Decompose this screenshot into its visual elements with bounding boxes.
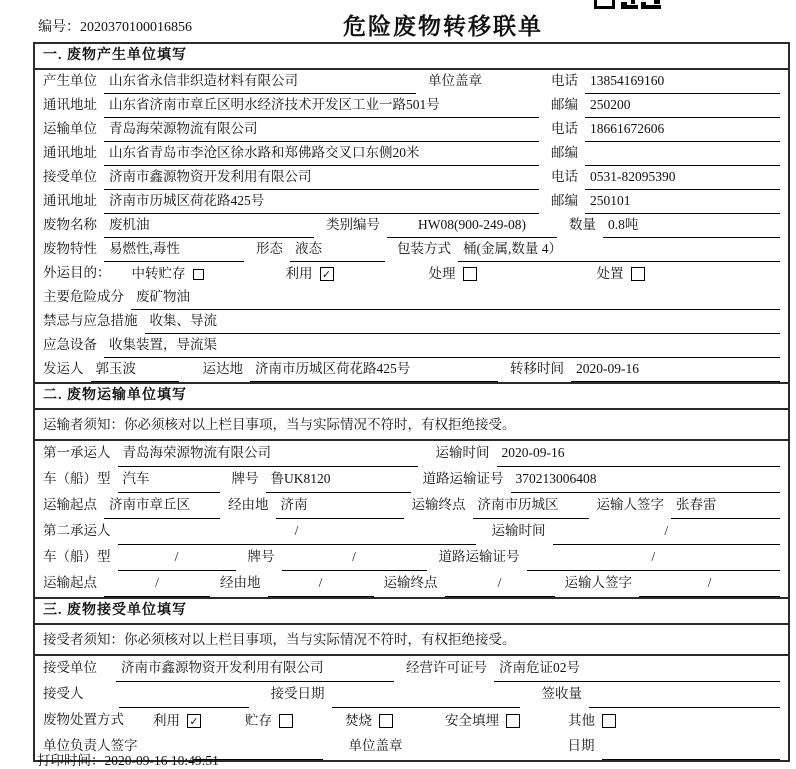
purpose-storage-label: 中转贮存 [131,266,186,281]
purpose-use-label: 利用 [285,266,313,281]
row-disposal-method [35,708,788,734]
producer-unit-label: 产生单位 [43,73,97,88]
second-road-license-label: 道路运输证号 [438,549,520,564]
print-time [37,749,219,769]
purpose-treat-label: 处理 [428,266,456,281]
purpose-storage-checkbox [193,269,204,280]
producer-phone-value: 13854169160 [585,70,780,94]
consignor-label: 发运人 [43,361,84,376]
disposal-option-use [153,708,201,734]
producer-address-label: 通讯地址 [43,97,97,112]
waste-category-value: HW08(900-249-08) [387,214,557,238]
purpose-option-storage [132,262,204,286]
waste-form-label: 形态 [256,241,283,256]
unit-seal-label: 单位盖章 [428,73,482,88]
second-carrier-label: 第二承运人 [43,523,111,538]
first-route-via-value: 济南 [276,493,404,519]
row-hazard-component [35,286,788,310]
first-route-sign-label: 运输人签字 [596,497,664,512]
second-route-start-label: 运输起点 [43,575,97,590]
disposal-option-landfill [445,708,520,734]
row-second-vehicle [35,545,788,571]
disposal-option-other [568,708,616,734]
receiver-date-label: 日期 [567,738,595,753]
second-transport-time-value: / [553,519,781,545]
producer-phone-label: 电话 [551,73,578,88]
row-second-route [35,571,788,597]
second-route-sign-value: / [639,571,780,597]
sign-amount-value [589,682,780,708]
row-transport-address [35,142,788,166]
waste-property-label: 废物特性 [43,241,97,256]
receive-date-label: 接受日期 [270,686,325,701]
contraindication-label: 禁忌与应急措施 [43,313,138,328]
transport-zip-value [585,142,780,166]
receiver-zip-value: 250101 [585,190,780,214]
permit-number-value: 济南危证02号 [494,656,780,682]
row-producer-address [35,94,788,118]
first-vehicle-type-value: 汽车 [118,467,220,493]
disposal-method-label: 废物处置方式 [43,712,124,727]
sign-amount-label: 签收量 [541,686,582,701]
transport-address-label: 通讯地址 [43,145,97,160]
receiver-unit-value: 济南市鑫源物资开发利用有限公司 [104,166,539,190]
transport-notice: 运输者须知：你必须核对以上栏目事项，当与实际情况不符时，有权拒绝接受。 [35,410,788,441]
disposal-store-label: 贮存 [245,713,272,728]
waste-category-label: 类别编号 [326,217,380,232]
purpose-use-checkbox [320,267,334,281]
destination-value: 济南市历城区荷花路425号 [250,358,498,382]
transport-address-value: 山东省青岛市李沧区徐水路和郑佛路交叉口东侧20米 [104,142,539,166]
producer-zip-value: 250200 [585,94,780,118]
waste-name-value: 废机油 [104,214,314,238]
row-receiver-unit [35,166,788,190]
print-time-label: 打印时间： [37,753,105,768]
transport-phone-value: 18661672606 [585,118,780,142]
receive-person-value [119,682,249,708]
row-second-carrier [35,519,788,545]
transport-zip-label: 邮编 [551,145,578,160]
disposal-option-incinerate [345,708,393,734]
first-route-via-label: 经由地 [228,497,269,512]
purpose-option-treat [429,262,477,286]
disposal-incinerate-label: 焚烧 [345,713,372,728]
receive-person-label: 接受人 [43,686,84,701]
row-first-vehicle [35,467,788,493]
second-plate-value: / [282,545,427,571]
receiver-zip-label: 邮编 [551,193,578,208]
first-plate-label: 牌号 [231,471,259,486]
destination-label: 运达地 [202,361,243,376]
section-receiver-header: 三. 废物接受单位填写 [35,597,788,625]
first-road-license-value: 370213006408 [511,467,781,493]
emergency-equipment-value: 收集装置，导流渠 [104,334,780,358]
emergency-equipment-label: 应急设备 [43,337,97,352]
disposal-use-label: 利用 [153,713,180,728]
row-transport-unit [35,118,788,142]
checkmark: ✓ [189,714,199,728]
first-plate-value: 鲁UK8120 [266,467,411,493]
receive-unit-label: 接受单位 [43,660,97,675]
section-transport-header: 二. 废物运输单位填写 [35,382,788,410]
second-route-end-label: 运输终点 [383,575,438,590]
contraindication-value: 收集、导流 [145,310,781,334]
row-first-carrier [35,441,788,467]
manifest-form [33,42,790,762]
consignor-value: 郭玉波 [91,358,179,382]
transport-phone-label: 电话 [551,121,578,136]
disposal-other-label: 其他 [568,713,595,728]
row-producer-unit [35,70,788,94]
packing-method-label: 包装方式 [397,241,451,256]
hazard-component-value: 废矿物油 [131,286,780,310]
transfer-time-value: 2020-09-16 [571,358,780,382]
first-route-start-value: 济南市章丘区 [104,493,220,519]
first-route-end-value: 济南市历城区 [473,493,589,519]
row-waste-property [35,238,788,262]
disposal-store-checkbox [279,714,293,728]
receiver-address-value: 济南市历城区荷花路425号 [104,190,539,214]
receiver-seal-label: 单位盖章 [348,738,403,753]
second-vehicle-type-value: / [118,545,236,571]
disposal-incinerate-checkbox [379,714,393,728]
receiver-phone-label: 电话 [551,169,578,184]
receiver-address-label: 通讯地址 [43,193,97,208]
row-contraindication [35,310,788,334]
responsible-sign-label: 单位负责人签字 [43,738,138,753]
first-carrier-label: 第一承运人 [43,445,111,460]
second-route-via-label: 经由地 [220,575,261,590]
second-vehicle-type-label: 车（船）型 [43,549,111,564]
second-transport-time-label: 运输时间 [491,523,546,538]
receiver-phone-value: 0531-82095390 [585,166,780,190]
checkmark: ✓ [321,267,332,281]
first-route-sign-value: 张春雷 [671,493,780,519]
waste-quantity-value: 0.8吨 [603,214,780,238]
print-time-value: 2020-09-16 10:49:51 [104,753,219,768]
disposal-landfill-label: 安全填埋 [445,713,499,728]
first-transport-time-value: 2020-09-16 [497,441,781,467]
second-road-license-value: / [527,545,781,571]
waste-form-value: 液态 [290,238,385,262]
purpose-dispose-label: 处置 [596,266,624,281]
receive-date-value [332,682,520,708]
first-transport-time-label: 运输时间 [435,445,490,460]
first-route-start-label: 运输起点 [43,497,97,512]
first-route-end-label: 运输终点 [411,497,466,512]
receiver-unit-label: 接受单位 [43,169,97,184]
row-waste-name [35,214,788,238]
row-consignor [35,358,788,382]
producer-zip-label: 邮编 [551,97,578,112]
purpose-option-dispose [597,262,645,286]
transport-unit-value: 青岛海荣源物流有限公司 [104,118,539,142]
transport-unit-label: 运输单位 [43,121,97,136]
purpose-dispose-checkbox [631,267,645,281]
row-transfer-purpose [35,262,788,286]
receiver-notice: 接受者须知：你必须核对以上栏目事项，当与实际情况不符时，有权拒绝接受。 [35,625,788,656]
producer-address-value: 山东省济南市章丘区明水经济技术开发区工业一路501号 [104,94,539,118]
second-route-start-value: / [104,571,210,597]
row-receive-unit [35,656,788,682]
transfer-time-label: 转移时间 [510,361,564,376]
section-producer-header: 一. 废物产生单位填写 [35,44,788,70]
first-carrier-value: 青岛海荣源物流有限公司 [118,441,418,467]
first-road-license-label: 道路运输证号 [422,471,504,486]
second-route-via-value: / [268,571,374,597]
qr-code-fragment-icon [594,0,666,9]
purpose-option-use [286,262,334,286]
row-receiver-address [35,190,788,214]
second-route-sign-label: 运输人签字 [564,575,632,590]
producer-unit-value: 山东省永信非织造材料有限公司 [104,70,416,94]
row-first-route [35,493,788,519]
second-carrier-value: / [118,519,476,545]
hazard-component-label: 主要危险成分 [43,289,124,304]
row-receive-person [35,682,788,708]
first-vehicle-type-label: 车（船）型 [43,471,111,486]
packing-method-value: 桶(金属,数量 4） [458,238,780,262]
receive-unit-value: 济南市鑫源物资开发利用有限公司 [116,656,394,682]
page-title: 危险废物转移联单 [343,14,543,39]
disposal-other-checkbox [602,714,616,728]
waste-quantity-label: 数量 [569,217,596,232]
second-route-end-value: / [445,571,555,597]
permit-number-label: 经营许可证号 [406,660,487,675]
serial-label: 编号： [38,20,80,35]
waste-name-label: 废物名称 [43,217,97,232]
receiver-date-value [602,734,781,760]
disposal-option-store [245,708,293,734]
serial-value: 2020370100016856 [80,20,192,35]
second-plate-label: 牌号 [247,549,275,564]
disposal-use-checkbox [187,714,201,728]
transfer-purpose-label: 外运目的： [43,265,111,280]
waste-property-value: 易燃性,毒性 [104,238,244,262]
row-emergency-equipment [35,334,788,358]
purpose-treat-checkbox [463,267,477,281]
disposal-landfill-checkbox [506,714,520,728]
